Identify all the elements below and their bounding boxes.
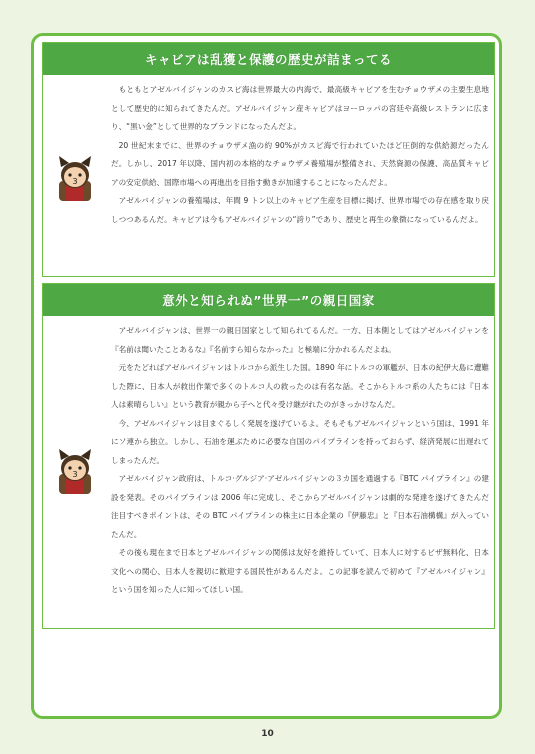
paragraph: 今、アゼルバイジャンは目まぐるしく発展を遂げているよ。そもそもアゼルバイジャンという国は、1991 年にソ連から独立。しかし、石油を運ぶために必要な自国のパイプラインを持っておらず、経済発展に出遅れてしまったんだ。 — [111, 418, 489, 465]
paragraph: その後も現在まで日本とアゼルバイジャンの関係は友好を維持していて、日本人に対するビザ無料化、日本文化への関心、日本人を親切に歓迎する国民性があるんだよ。この記事を読んで初めて『アゼルバイジャン』という国を知った人に知ってほしい国。 — [111, 548, 489, 594]
paragraph: アゼルバイジャン政府は、トルコ·グルジア·アゼルバイジャンの３カ国を通過する『BTC パイプライン』の建設を発表。そのパイプラインは 2006 年に完成し、そこからアゼルバイジャンは劇的な発達を遂げてきたんだ注目すべきポイントは、その BTC パイプラインの株主に日本企業の『伊藤忠』と『日本石油構構』が入っていたんだ。 — [111, 474, 489, 539]
section-caviar — [42, 42, 495, 277]
svg-text:3: 3 — [72, 470, 78, 479]
paragraph: 20 世紀末までに、世界のチョウザメ漁の約 90%がカスピ海で行われていたほど圧倒的な供給源だったんだ。しかし、2017 年以降、国内初の本格的なチョウザメ養殖場が整備され、天然資源の保護、高品質キャビアの安定供給、国際市場への再進出を目指す動きが加速することになったんだよ。 — [111, 140, 489, 187]
paragraph: アゼルバイジャンの養殖場は、年間 9 トン以上のキャビア生産を目標に掲げ、世界市場での存在感を取り戻しつつあるんだ。キャビアは今もアゼルバイジャンの“誇り”であり、歴史と再生の象徴になっているんだよ。 — [111, 196, 489, 224]
mascot-character-icon — [43, 153, 107, 203]
section-pro-japan — [42, 283, 495, 629]
mascot-character-icon — [43, 446, 107, 496]
page-number: 10 — [261, 729, 274, 739]
paragraph: もともとアゼルバイジャンのカスピ海は世界最大の内海で、最高級キャビアを生むチョウザメの主要生息地として歴史的に知られてきたんだ。アゼルバイジャン産キャビアはヨーロッパの宮廷や高級レストランに広まり、“黒い金”として世界的なブランドになったんだよ。 — [111, 85, 489, 131]
section-caviar-title: キャビアは乱獲と保護の歴史が詰まってる — [43, 43, 494, 75]
paragraph: アゼルバイジャンは、世界一の親日国家として知られてるんだ。一方、日本側としてはアゼルバイジャンを『名前は聞いたことあるな』『名前すら知らなかった』と極端に分かれるんだよね。 — [111, 326, 489, 354]
paragraph: 元をたどればアゼルバイジャンはトルコから派生した国。1890 年にトルコの軍艦が、日本の紀伊大島に遭難した際に、日本人が救出作業で多くのトルコ人の救ったのは有名な話。そこからトルコ系の人たちには『日本人は素晴らしい』という教育が親から子へと代々受け継がれたのがきっかけなんだ。 — [111, 363, 489, 409]
section-pro-japan-body — [111, 322, 489, 600]
section-caviar-body — [111, 81, 489, 229]
section-pro-japan-title: 意外と知られぬ”世界一”の親日国家 — [43, 284, 494, 316]
svg-text:3: 3 — [72, 177, 78, 186]
